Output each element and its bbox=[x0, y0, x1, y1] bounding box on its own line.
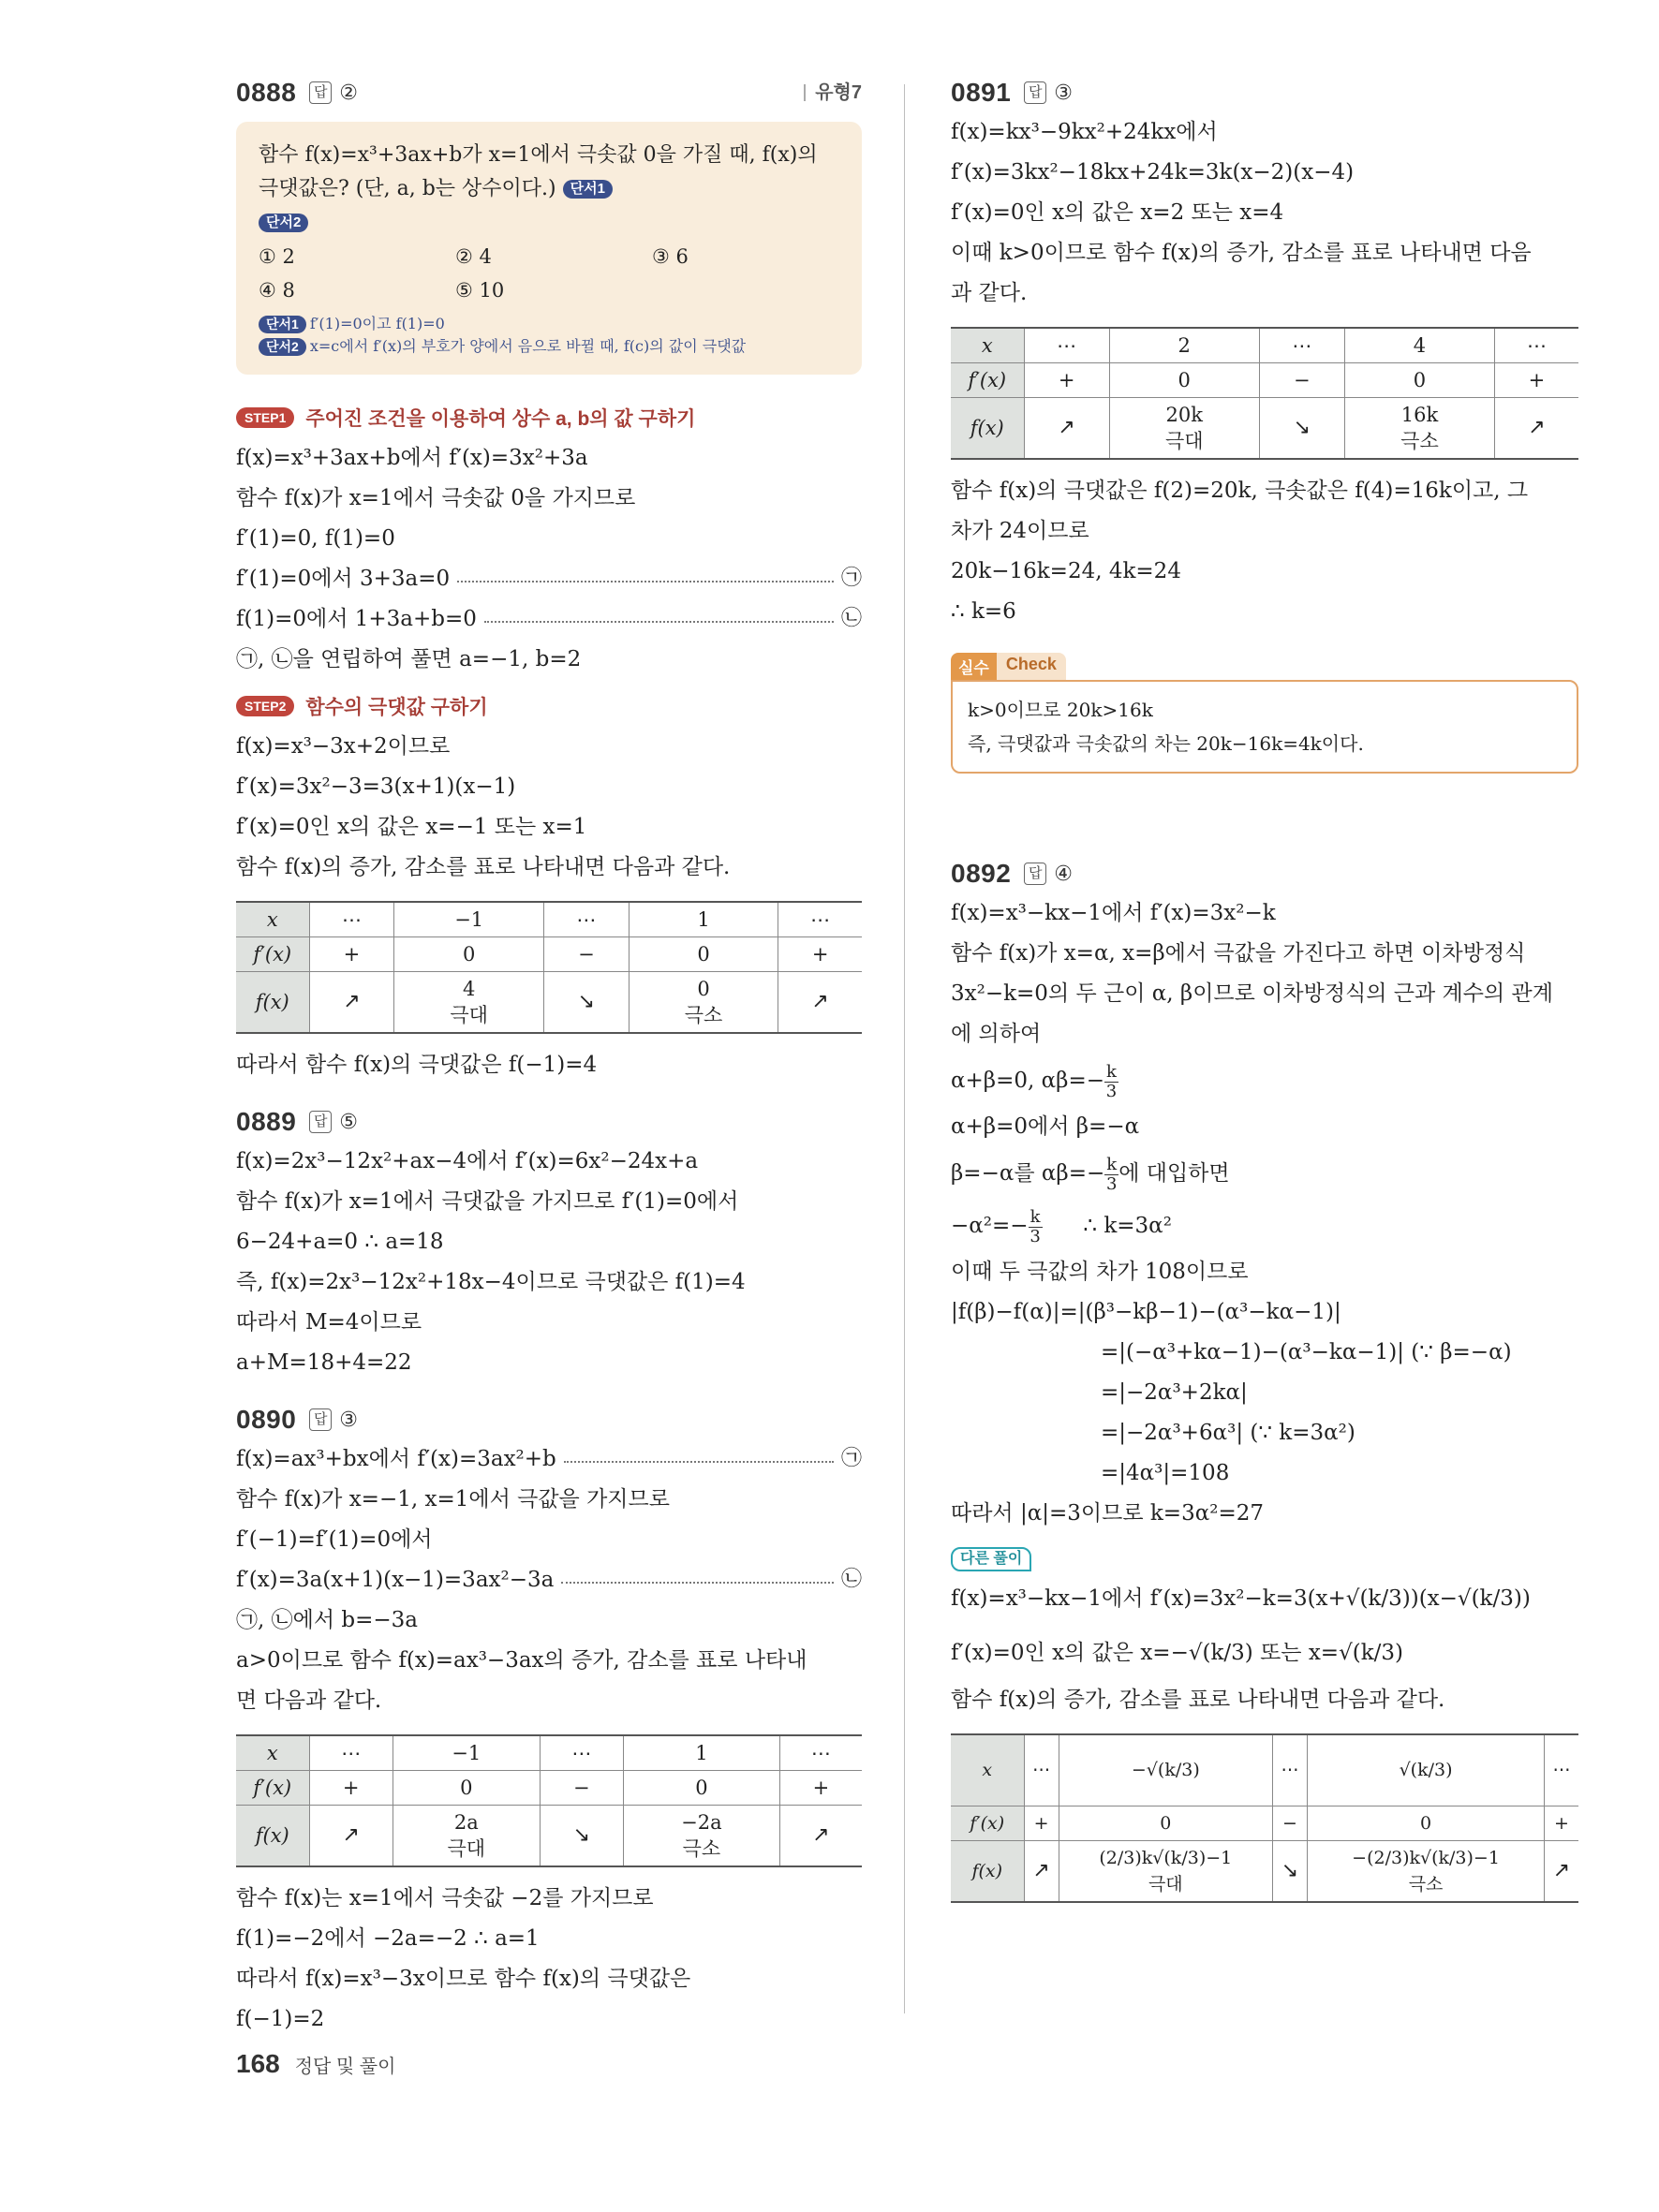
solution-line: =|(−α³+kα−1)−(α³−kα−1)| (∵ β=−α) bbox=[1101, 1340, 1512, 1364]
solution-line: f(x)=x³−kx−1에서 f′(x)=3x²−k=3(x+√(k/3))(x−√(k/3)) bbox=[951, 1586, 1531, 1611]
variation-table: x ⋯ 2 ⋯ 4 ⋯ f′(x) + 0 − 0 + f(x) ↗ 20k 극대 ↘ 16k 극소 ↗ bbox=[951, 327, 1578, 460]
step-heading bbox=[236, 686, 862, 727]
solution-line: f(x)=2x³−12x²+ax−4에서 f′(x)=6x²−24x+a bbox=[236, 1149, 699, 1173]
alt-solution-badge: 다른 풀이 bbox=[951, 1547, 1031, 1571]
column-divider bbox=[904, 84, 905, 2013]
solution-line: 이때 k>0이므로 함수 f(x)의 증가, 감소를 표로 나타내면 다음 bbox=[951, 241, 1532, 265]
solution-line: 함수 f(x)의 증가, 감소를 표로 나타내면 다음과 같다. bbox=[236, 855, 731, 879]
problem-header-0890 bbox=[236, 1400, 862, 1439]
solution-line: f(x)=x³−3x+2이므로 bbox=[236, 734, 451, 759]
check-badge: 실수 bbox=[951, 653, 997, 680]
hint-tag: 단서2 bbox=[259, 214, 308, 232]
answer-box: 답 bbox=[1024, 81, 1046, 104]
dotted-equation: f′(x)=3a(x+1)(x−1)=3ax²−3a ㉡ bbox=[236, 1567, 863, 1592]
left-column bbox=[236, 73, 862, 2040]
option: ② 4 bbox=[455, 245, 492, 268]
solution-line: f′(x)=0인 x의 값은 x=−√(k/3) 또는 x=√(k/3) bbox=[951, 1641, 1403, 1665]
solution-line: 에 의하여 bbox=[951, 1022, 1042, 1046]
solution-line: =|4α³|=108 bbox=[1101, 1461, 1230, 1485]
solution-line: 과 같다. bbox=[951, 281, 1028, 305]
step-heading bbox=[236, 397, 862, 438]
page-number: 168 bbox=[236, 2049, 280, 2078]
solution-line: 함수 f(x)가 x=1에서 극댓값을 가지므로 f′(1)=0에서 bbox=[236, 1189, 739, 1214]
right-column bbox=[951, 73, 1578, 1914]
solution-line: f(x)=kx³−9kx²+24kx에서 bbox=[951, 120, 1218, 144]
problem-number: 0892 bbox=[951, 859, 1012, 888]
option: ⑤ 10 bbox=[455, 279, 505, 302]
solution-line: α+β=0, αβ=− $\frac{k}{3}$ bbox=[951, 1061, 1118, 1101]
check-header bbox=[951, 653, 1578, 680]
hint-line: 단서2 x=c에서 f′(x)의 부호가 양에서 음으로 바뀔 때, f(c)의 값이 극댓값 bbox=[259, 335, 839, 358]
step-badge: STEP2 bbox=[236, 696, 294, 716]
solution-line: 함수 f(x)의 극댓값은 f(2)=20k, 극솟값은 f(4)=16k이고, 그 bbox=[951, 479, 1529, 503]
dotted-equation: f(x)=ax³+bx에서 f′(x)=3ax²+b ㉠ bbox=[236, 1446, 863, 1471]
circle-mark: ㉡ bbox=[841, 1567, 863, 1591]
solution-line: a+M=18+4=22 bbox=[236, 1350, 412, 1375]
problem-header-0888 bbox=[236, 73, 862, 112]
solution-line: 함수 f(x)가 x=1에서 극솟값 0을 가지므로 bbox=[236, 486, 636, 510]
option: ③ 6 bbox=[652, 245, 689, 268]
problem-number: 0891 bbox=[951, 78, 1012, 107]
circle-mark: ㉠ bbox=[841, 566, 863, 590]
problem-number: 0889 bbox=[236, 1107, 297, 1136]
solution-line: 이때 두 극값의 차가 108이므로 bbox=[951, 1260, 1249, 1284]
solution-line: 즉, f(x)=2x³−12x²+18x−4이므로 극댓값은 f(1)=4 bbox=[236, 1270, 746, 1294]
solution-line: f′(x)=0인 x의 값은 x=−1 또는 x=1 bbox=[236, 815, 587, 839]
step-badge: STEP1 bbox=[236, 407, 294, 428]
problem-number: 0890 bbox=[236, 1405, 297, 1434]
option: ④ 8 bbox=[259, 279, 295, 302]
problem-box bbox=[236, 122, 862, 375]
question-line: 극댓값은? (단, a, b는 상수이다.) 단서1 bbox=[259, 172, 839, 206]
solution-line: f′(−1)=f′(1)=0에서 bbox=[236, 1527, 433, 1552]
type-label: 유형7 bbox=[804, 84, 862, 101]
solution-line: α+β=0에서 β=−α bbox=[951, 1114, 1140, 1139]
solution-line: =|−2α³+6α³| (∵ k=3α²) bbox=[1101, 1421, 1355, 1445]
conclusion: 따라서 함수 f(x)의 극댓값은 f(−1)=4 bbox=[236, 1053, 598, 1077]
solution-line: f(x)=x³+3ax+b에서 f′(x)=3x²+3a bbox=[236, 446, 588, 470]
circle-mark: ㉡ bbox=[841, 606, 863, 630]
check-line: 즉, 극댓값과 극솟값의 차는 20k−16k=4k이다. bbox=[968, 732, 1364, 755]
answer-box: 답 bbox=[309, 1408, 332, 1431]
variation-table: x ⋯ −√(k/3) ⋯ √(k/3) ⋯ f′(x) + 0 − 0 + f(x) ↗ (2/3)k√(k/3)−1 극대 ↘ −(2/3)k√(k/3)−1 극소 ↗ bbox=[951, 1733, 1578, 1903]
step-title: 함수의 극댓값 구하기 bbox=[305, 697, 488, 718]
dotted-equation: f(1)=0에서 1+3a+b=0 ㉡ bbox=[236, 606, 863, 631]
hint-line: 단서1 f′(1)=0이고 f(1)=0 bbox=[259, 313, 839, 335]
solution-line: 20k−16k=24, 4k=24 bbox=[951, 559, 1181, 583]
problem-header-0891 bbox=[951, 73, 1578, 112]
solution-line: β=−α를 αβ=− $\frac{k}{3}$ 에 대입하면 bbox=[951, 1154, 1230, 1194]
step-title: 주어진 조건을 이용하여 상수 a, b의 값 구하기 bbox=[305, 408, 696, 430]
problem-header-0889 bbox=[236, 1102, 862, 1142]
solution-line: |f(β)−f(α)|=|(β³−kβ−1)−(α³−kα−1)| bbox=[951, 1300, 1341, 1324]
solution-line: 6−24+a=0 ∴ a=18 bbox=[236, 1230, 444, 1254]
answer-choice: ⑤ bbox=[339, 1110, 359, 1134]
circle-mark: ㉠ bbox=[841, 1446, 863, 1470]
solution-line: 3x²−k=0의 두 근이 α, β이므로 이차방정식의 근과 계수의 관계 bbox=[951, 981, 1553, 1006]
check-box bbox=[951, 680, 1578, 774]
answer-choice: ④ bbox=[1054, 862, 1074, 886]
solution-line: f(−1)=2 bbox=[236, 2007, 325, 2031]
page-footer bbox=[236, 2049, 395, 2079]
option: ① 2 bbox=[259, 245, 295, 268]
solution-line: f′(1)=0, f(1)=0 bbox=[236, 526, 395, 551]
solution-line: 면 다음과 같다. bbox=[236, 1688, 382, 1713]
solution-line: f(1)=−2에서 −2a=−2 ∴ a=1 bbox=[236, 1926, 540, 1951]
solution-line: f(x)=x³−kx−1에서 f′(x)=3x²−k bbox=[951, 901, 1276, 925]
solution-line: 함수 f(x)가 x=α, x=β에서 극값을 가진다고 하면 이차방정식 bbox=[951, 941, 1526, 966]
answer-choice: ③ bbox=[1054, 81, 1074, 105]
dotted-equation: f′(1)=0에서 3+3a=0 ㉠ bbox=[236, 566, 863, 591]
problem-number: 0888 bbox=[236, 78, 297, 107]
solution-line: ㉠, ㉡에서 b=−3a bbox=[236, 1608, 418, 1632]
solution-line: ㉠, ㉡을 연립하여 풀면 a=−1, b=2 bbox=[236, 647, 582, 671]
answer-box: 답 bbox=[309, 81, 332, 104]
solution-line: f′(x)=3x²−3=3(x+1)(x−1) bbox=[236, 774, 516, 799]
answer-box: 답 bbox=[309, 1111, 332, 1133]
solution-line: f′(x)=0인 x의 값은 x=2 또는 x=4 bbox=[951, 200, 1284, 225]
solution-line: ∴ k=6 bbox=[951, 599, 1016, 624]
question-line: 함수 f(x)=x³+3ax+b가 x=1에서 극솟값 0을 가질 때, f(x)의 bbox=[259, 143, 818, 167]
answer-options bbox=[259, 240, 839, 307]
footer-label: 정답 및 풀이 bbox=[294, 2057, 396, 2077]
solution-line: −α²=− $\frac{k}{3}$ ∴ k=3α² bbox=[951, 1206, 1172, 1246]
solution-line: a>0이므로 함수 f(x)=ax³−3ax의 증가, 감소를 표로 나타내 bbox=[236, 1648, 807, 1673]
hint-tag: 단서1 bbox=[563, 180, 613, 199]
variation-table: x ⋯ −1 ⋯ 1 ⋯ f′(x) + 0 − 0 + f(x) ↗ 4 극대 ↘ 0 극소 ↗ bbox=[236, 901, 862, 1034]
variation-table: x ⋯ −1 ⋯ 1 ⋯ f′(x) + 0 − 0 + f(x) ↗ 2a 극대 ↘ −2a 극소 ↗ bbox=[236, 1734, 862, 1867]
solution-line: f′(x)=3kx²−18kx+24k=3k(x−2)(x−4) bbox=[951, 160, 1355, 184]
problem-header-0892 bbox=[951, 854, 1578, 893]
answer-box: 답 bbox=[1024, 863, 1046, 885]
solution-line: 차가 24이므로 bbox=[951, 519, 1089, 543]
check-line: k>0이므로 20k>16k bbox=[968, 699, 1153, 721]
solution-line: 함수 f(x)가 x=−1, x=1에서 극값을 가지므로 bbox=[236, 1487, 670, 1512]
solution-line: 함수 f(x)는 x=1에서 극솟값 −2를 가지므로 bbox=[236, 1886, 654, 1910]
answer-choice: ③ bbox=[339, 1408, 359, 1432]
solution-line: 따라서 |α|=3이므로 k=3α²=27 bbox=[951, 1501, 1264, 1526]
answer-choice: ② bbox=[339, 81, 359, 105]
solution-line: 따라서 f(x)=x³−3x이므로 함수 f(x)의 극댓값은 bbox=[236, 1967, 691, 1991]
check-label: Check bbox=[997, 653, 1066, 680]
solution-line: =|−2α³+2kα| bbox=[1101, 1380, 1248, 1405]
solution-line: 함수 f(x)의 증가, 감소를 표로 나타내면 다음과 같다. bbox=[951, 1688, 1445, 1712]
solution-line: 따라서 M=4이므로 bbox=[236, 1310, 422, 1335]
